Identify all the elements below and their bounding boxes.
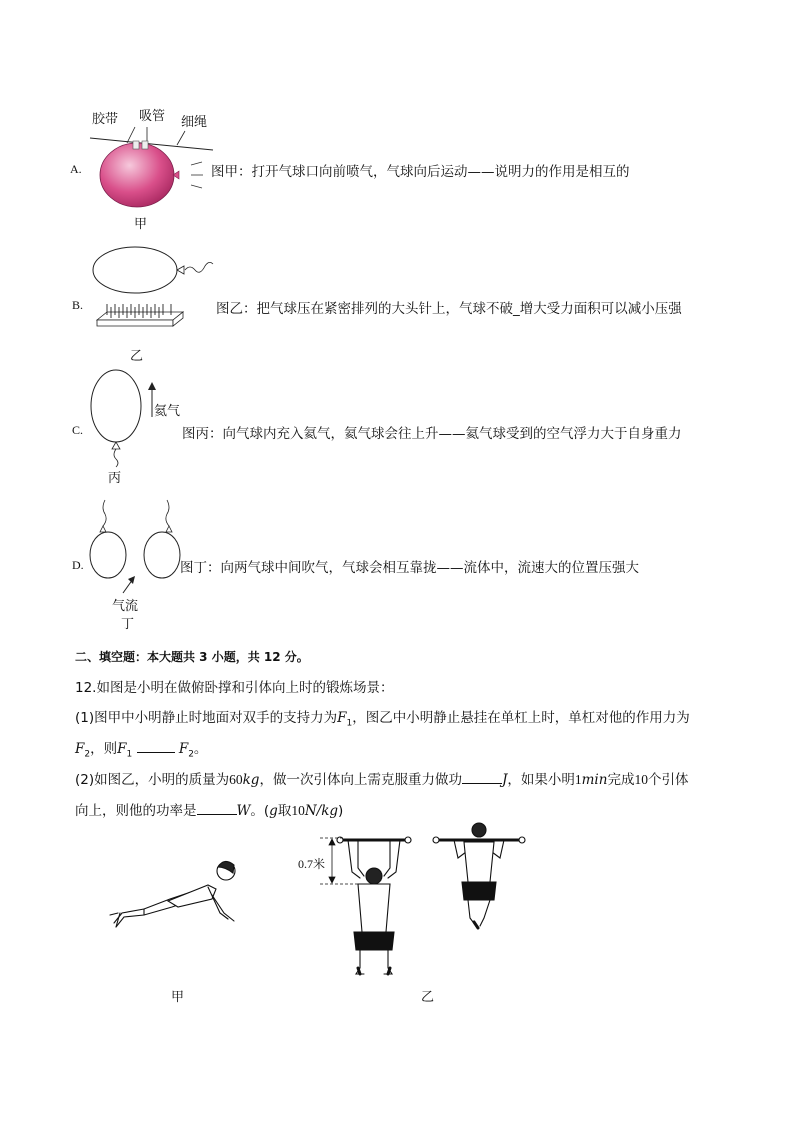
part2-text-c: ，如果小明 [507,772,575,788]
option-c-caption: 图丙：向气球内充入氦气，氦气球会往上升——氦气球受到的空气浮力大于自身重力 [182,426,682,442]
balloon-pins-figure [85,240,225,340]
figure-label-ding-d: 丁 [121,617,135,632]
question-12-part1-line1 [75,706,690,729]
f2-symbol: F [75,741,85,757]
part2-text-g: 。( [250,803,270,819]
part1-text-b: ，图乙中小明静止悬挂在单杠上时，单杠对他的作用力为 [352,710,690,726]
option-b-caption: 图乙：把气球压在紧密排列的大头针上，气球不破_增大受力面积可以减小压强 [216,301,682,317]
annotation-string: 细绳 [181,115,208,130]
f2-symbol-compare: F [178,741,189,757]
f1-symbol: F [337,710,347,726]
answer-blank-power[interactable] [197,802,237,815]
option-c-letter: C. [72,423,84,437]
question-12-part1-line2 [75,737,207,760]
question-12-stem: 12.如图是小明在做俯卧撑和引体向上时的锻炼场景： [75,680,394,696]
time-value: 1 [574,772,582,787]
mass-unit: kg [242,772,260,788]
part2-text-e: 个引体 [647,772,689,788]
option-b-letter: B. [72,298,84,312]
pushup-figure [108,855,248,935]
g-value: 10 [291,803,305,818]
g-unit: N/kg [304,803,339,819]
g-symbol: g [269,803,278,819]
f1-symbol-compare: F [117,741,127,757]
part1-text-c: ，则 [90,741,118,757]
option-a-caption: 图甲：打开气球口向前喷气，气球向后运动——说明力的作用是相互的 [211,164,630,180]
helium-balloon-figure [85,365,185,475]
part1-text-a: (1)图甲中小明静止时地面对双手的支持力为 [75,710,338,726]
f1-subscript: 1 [346,718,353,729]
pullup-raised-figure [432,822,532,932]
part1-text-d: 。 [193,741,208,757]
answer-blank-compare[interactable] [137,740,175,753]
figure-label-jia-a: 甲 [134,217,148,232]
part2-text-h: 取 [277,803,292,819]
annotation-airflow: 气流 [112,599,139,614]
count-value: 10 [634,772,648,787]
figure-label-jia-q12: 甲 [171,990,185,1005]
question-12-part2-line1 [75,768,688,788]
annotation-straw: 吸管 [139,109,166,124]
f2-subscript-compare: 2 [188,749,194,760]
annotation-helium: 氦气 [154,404,181,419]
figure-label-yi-q12: 乙 [421,990,435,1005]
option-d-letter: D. [72,558,84,572]
question-12-part2-line2 [75,799,343,819]
part2-text-b: ，做一次引体向上需克服重力做功 [259,772,462,788]
part2-text-i: ) [338,803,344,819]
mass-value: 60 [229,772,243,787]
section-header: 二、填空题：本大题共 3 小题，共 12 分。 [75,650,309,664]
option-d-caption: 图丁：向两气球中间吹气，气球会相互靠拢——流体中，流速大的位置压强大 [180,560,639,576]
unit-j: J [501,772,508,788]
figure-label-yi-b: 乙 [130,349,144,364]
two-balloons-figure [85,495,195,615]
option-a-letter: A. [70,162,82,176]
unit-w: W [236,803,251,819]
annotation-tape: 胶带 [92,112,119,127]
f2-subscript: 2 [84,749,91,760]
part2-text-f: 向上，则他的功率是 [75,803,197,819]
figure-label-bing-c: 丙 [108,471,122,486]
part2-text-d: 完成 [607,772,635,788]
part2-text-a: (2)如图乙，小明的质量为 [75,772,230,788]
answer-blank-work[interactable] [462,771,502,784]
f1-subscript-compare: 1 [126,749,133,760]
time-unit: min [581,772,608,788]
height-label: 0.7米 [298,857,326,871]
